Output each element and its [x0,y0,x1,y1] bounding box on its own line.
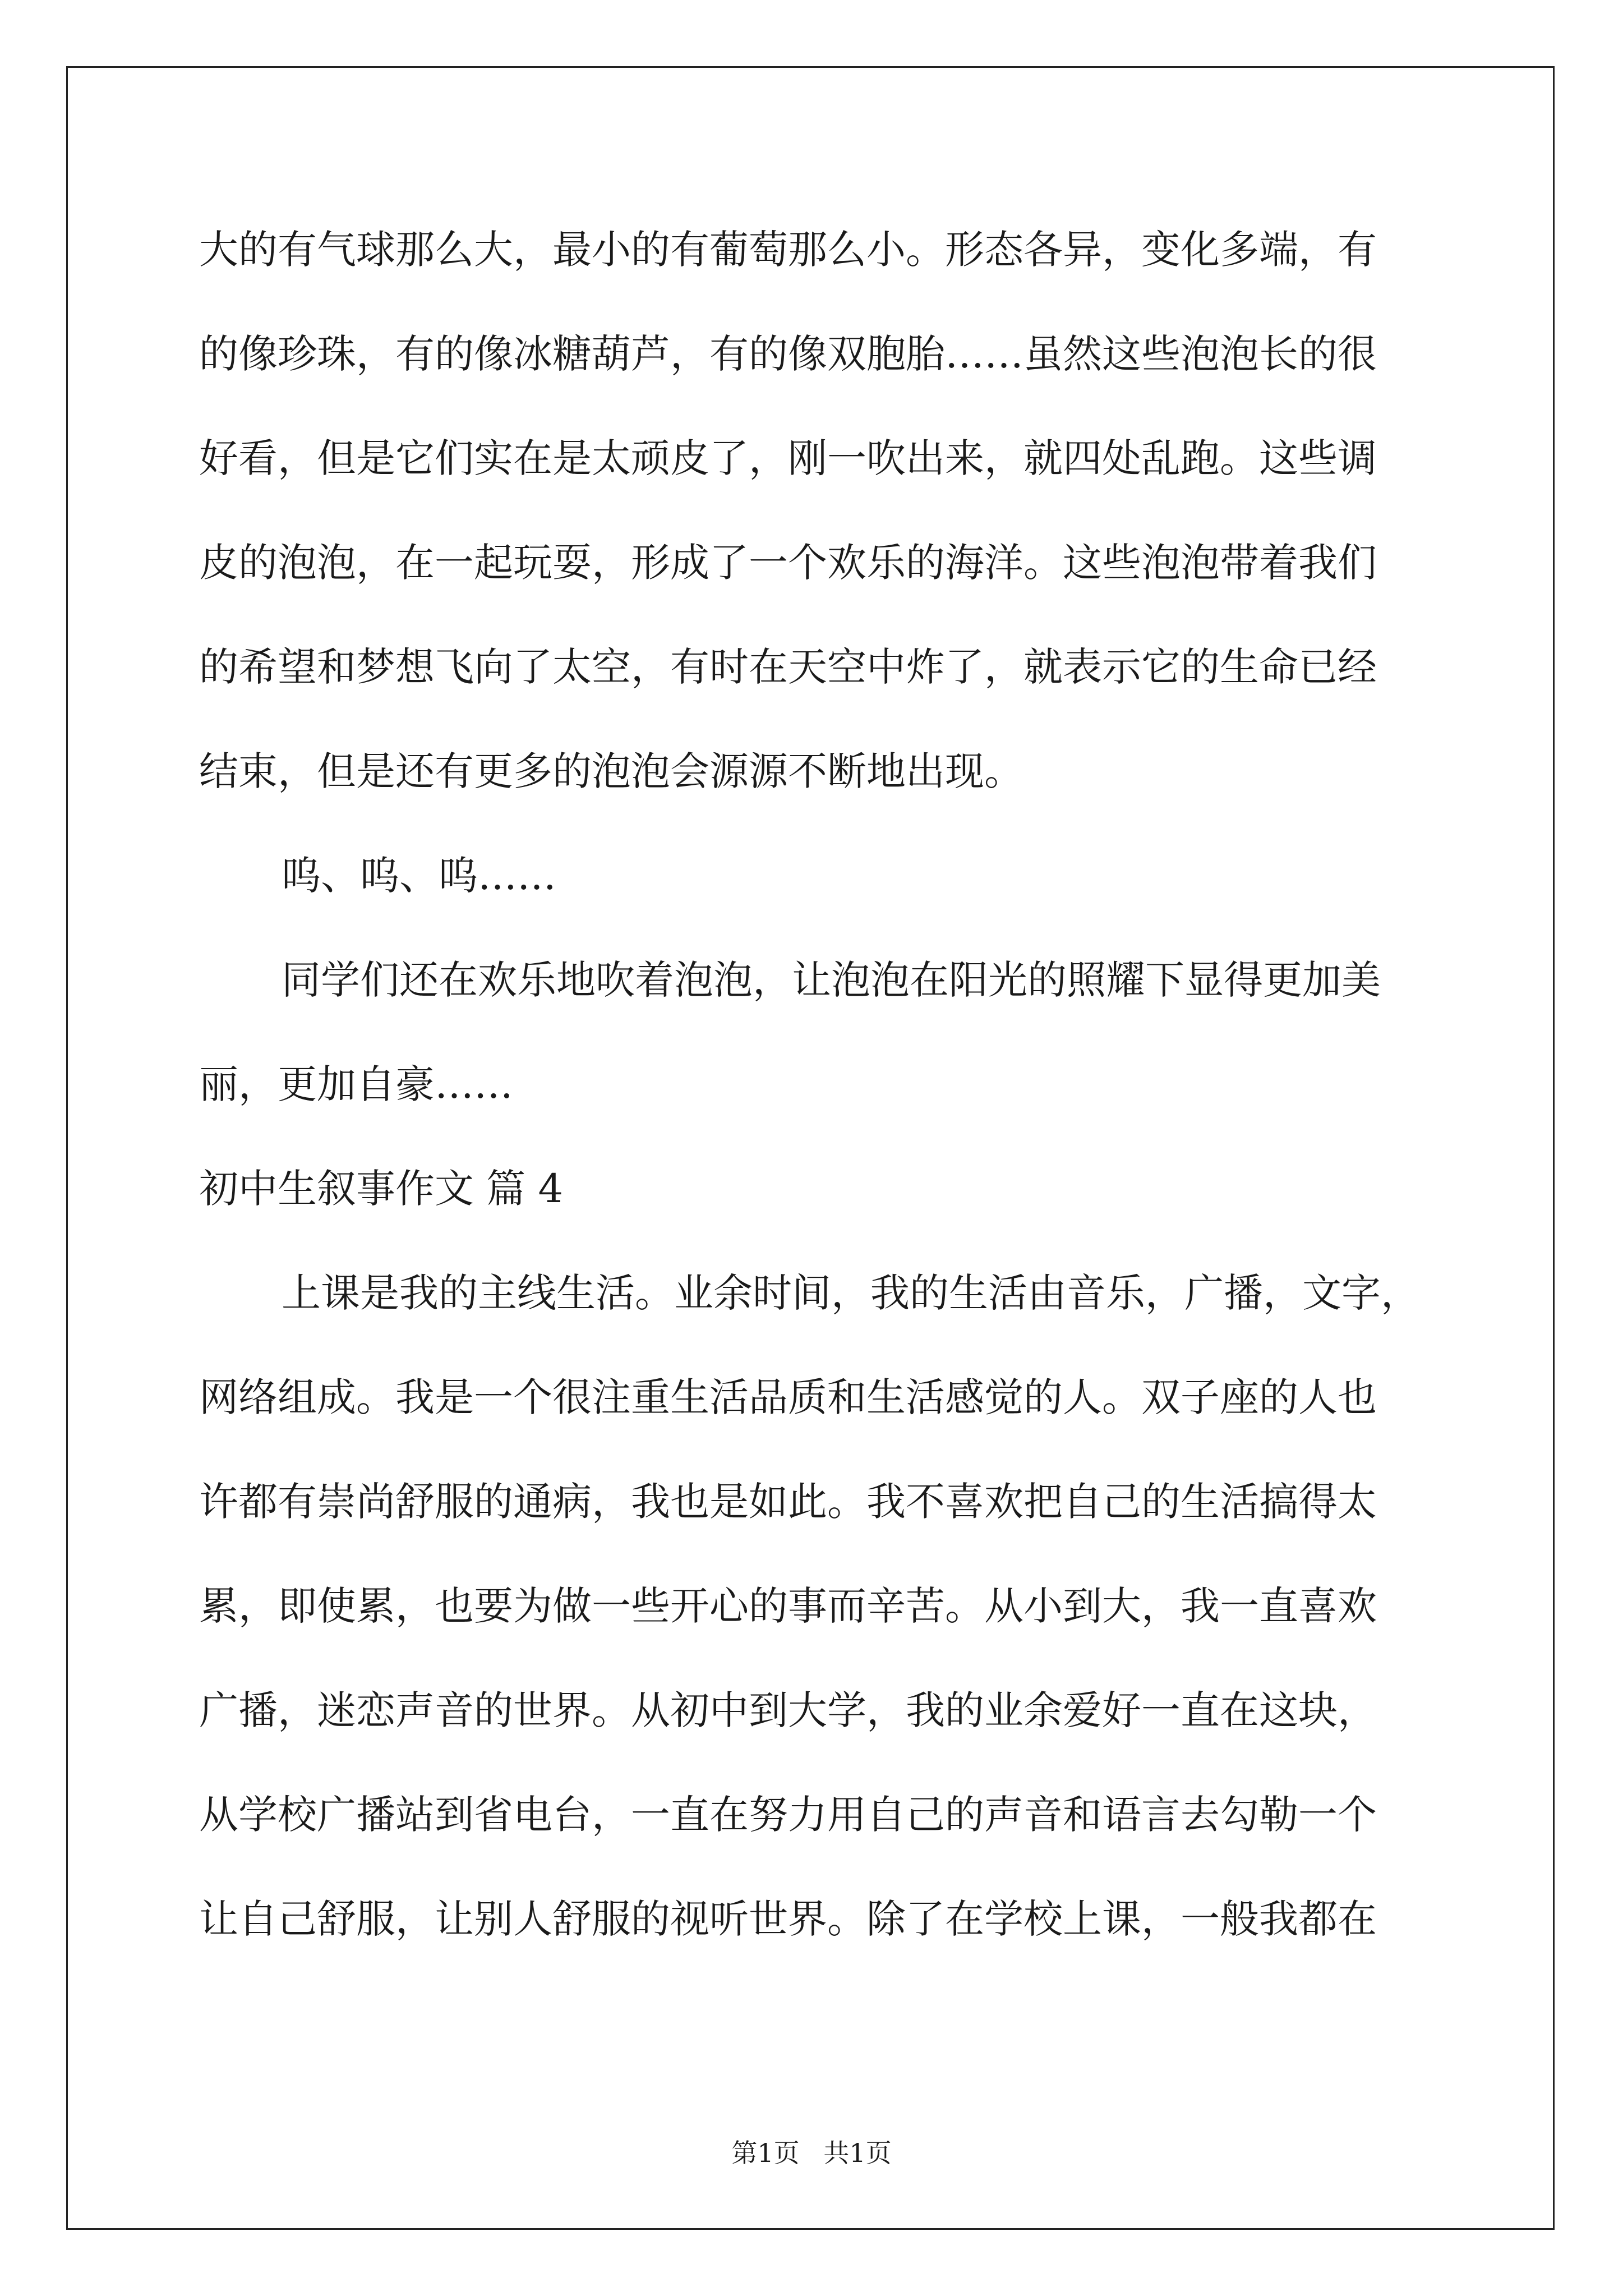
paragraph-line: 的像珍珠，有的像冰糖葫芦，有的像双胞胎……虽然这些泡泡长的很 [199,331,1377,377]
page-total: 共1页 [823,2138,892,2168]
section-heading: 初中生叙事作文 篇 4 [199,1166,564,1212]
paragraph-line: 上课是我的主线生活。业余时间，我的生活由音乐，广播，文字， [282,1270,1420,1316]
paragraph-line: 丽，更加自豪…… [199,1061,513,1107]
paragraph-line: 大的有气球那么大，最小的有葡萄那么小。形态各异，变化多端，有 [199,227,1377,273]
page-number: 第1页 [731,2138,800,2168]
paragraph-line: 同学们还在欢乐地吹着泡泡，让泡泡在阳光的照耀下显得更加美 [282,957,1381,1003]
paragraph-line: 皮的泡泡，在一起玩耍，形成了一个欢乐的海洋。这些泡泡带着我们 [199,540,1377,586]
paragraph-line: 累，即使累，也要为做一些开心的事而辛苦。从小到大，我一直喜欢 [199,1583,1377,1629]
page-footer [0,2140,1623,2166]
paragraph-line: 呜、呜、呜…… [282,853,556,899]
paragraph-line: 从学校广播站到省电台，一直在努力用自己的声音和语言去勾勒一个 [199,1792,1377,1838]
paragraph-line: 的希望和梦想飞向了太空，有时在天空中炸了，就表示它的生命已经 [199,644,1377,690]
paragraph-line: 好看，但是它们实在是太顽皮了，刚一吹出来，就四处乱跑。这些调 [199,435,1377,481]
paragraph-line: 广播，迷恋声音的世界。从初中到大学，我的业余爱好一直在这块， [199,1687,1377,1733]
paragraph-line: 许都有崇尚舒服的通病，我也是如此。我不喜欢把自己的生活搞得太 [199,1479,1377,1525]
paragraph-line: 让自己舒服，让别人舒服的视听世界。除了在学校上课，一般我都在 [199,1896,1377,1942]
paragraph-line: 网络组成。我是一个很注重生活品质和生活感觉的人。双子座的人也 [199,1374,1377,1420]
paragraph-line: 结束，但是还有更多的泡泡会源源不断地出现。 [199,748,1023,794]
